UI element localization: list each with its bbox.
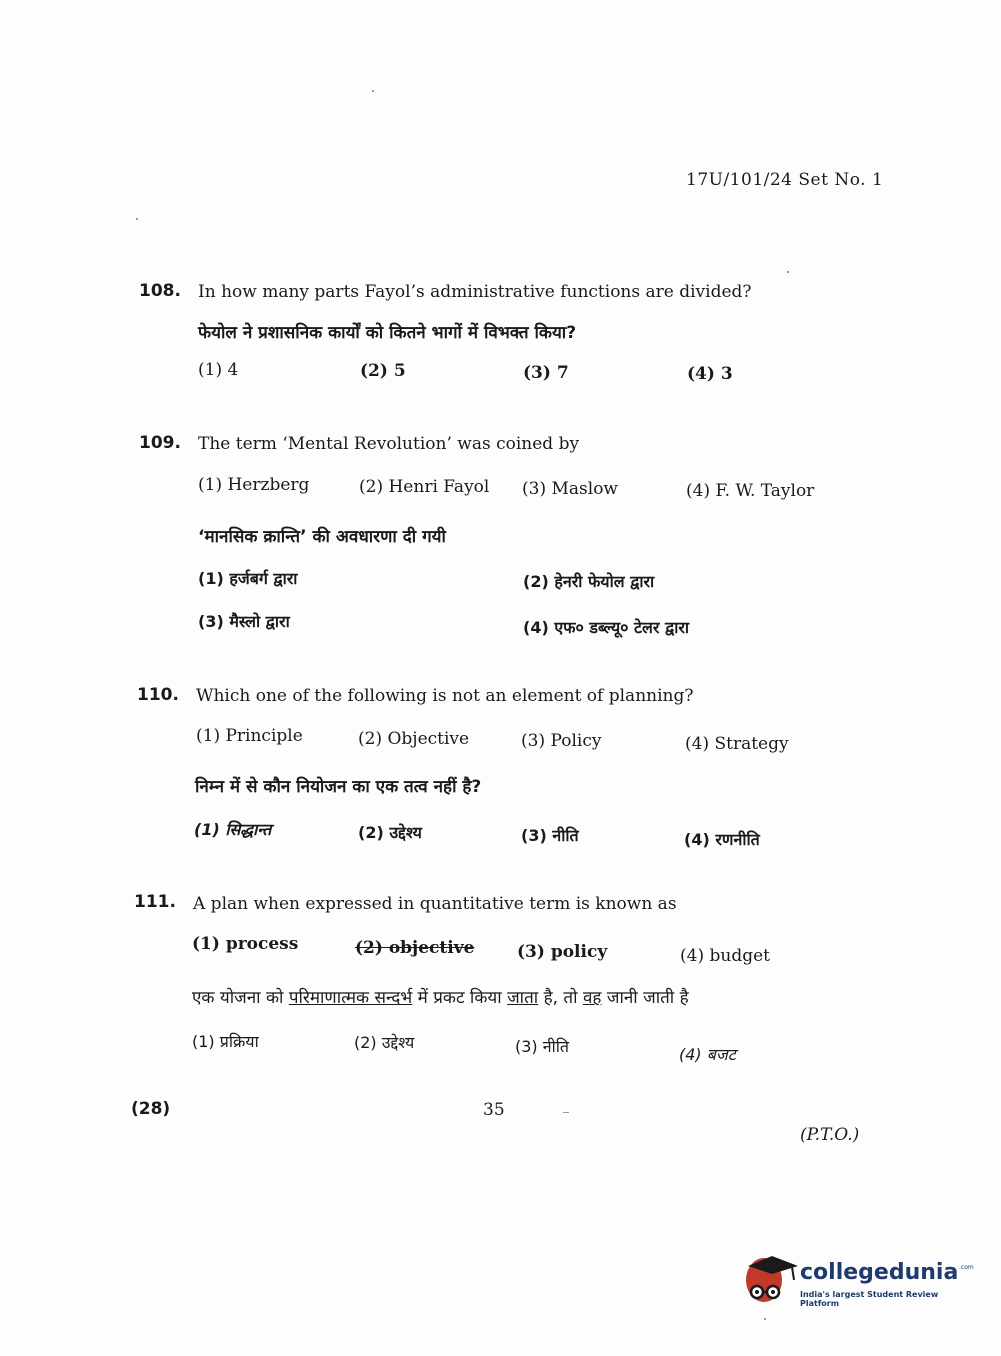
option-hi-3: (3) नीति <box>521 826 579 845</box>
question-text-hi: फेयोल ने प्रशासनिक कार्यों को कितने भागों में विभक्त किया? <box>198 323 577 343</box>
option-hi-4: (4) बजट <box>679 1045 736 1064</box>
question-number: 108. <box>139 281 181 301</box>
option-2: (2) Henri Fayol <box>359 477 490 497</box>
question-text-en: In how many parts Fayol’s administrative functions are divided? <box>198 282 752 302</box>
option-3: (3) 7 <box>523 363 569 383</box>
underlined-text: परिमाणात्मक सन्दर्भ <box>288 988 413 1008</box>
option-hi-2: (2) उद्देश्य <box>358 823 422 842</box>
option-hi-2: (2) उद्देश्य <box>354 1033 415 1052</box>
question-number: 109. <box>139 433 181 453</box>
option-hi-1: (1) सिद्धान्त <box>194 820 272 839</box>
option-3: (3) Maslow <box>522 479 618 499</box>
option-2: (2) 5 <box>360 361 406 381</box>
question-text-hi: निम्न में से कौन नियोजन का एक तत्व नहीं है? <box>195 777 482 797</box>
text-fragment: है, तो <box>538 988 583 1008</box>
scan-speck <box>764 1318 766 1320</box>
option-2: (2) Objective <box>358 729 470 749</box>
option-hi-2: (2) हेनरी फेयोल द्वारा <box>523 572 655 591</box>
logo-domain-suffix: .com <box>959 1264 974 1271</box>
option-3: (3) Policy <box>521 731 602 751</box>
option-hi-3: (3) नीति <box>515 1037 570 1056</box>
question-text-en: Which one of the following is not an element of planning? <box>196 686 694 706</box>
question-text-en: The term ‘Mental Revolution’ was coined by <box>198 434 580 454</box>
scan-speck <box>372 90 374 92</box>
scan-speck <box>787 271 789 273</box>
logo-wordmark: collegedunia <box>800 1260 959 1285</box>
question-text-hi <box>192 985 689 1008</box>
option-4: (4) budget <box>680 946 770 966</box>
option-hi-4: (4) एफ० डब्ल्यू० टेलर द्वारा <box>523 618 690 637</box>
option-3: (3) policy <box>517 942 608 962</box>
collegedunia-logo <box>742 1250 972 1310</box>
option-1: (1) Principle <box>196 726 303 746</box>
option-4: (4) F. W. Taylor <box>686 481 815 501</box>
question-number: 110. <box>137 685 179 705</box>
underlined-text: वह <box>582 988 602 1008</box>
option-hi-4: (4) रणनीति <box>684 830 760 849</box>
option-1: (1) process <box>192 934 299 954</box>
text-fragment: में प्रकट किया <box>412 988 508 1008</box>
page-number: 35 <box>483 1100 505 1120</box>
option-1: (1) Herzberg <box>198 475 310 495</box>
question-number: 111. <box>134 892 176 912</box>
text-fragment: जानी जाती है <box>601 988 689 1008</box>
option-1: (1) 4 <box>198 360 239 380</box>
option-2: (2) objective <box>355 938 475 958</box>
question-text-hi: ‘मानसिक क्रान्ति’ की अवधारणा दी गयी <box>198 527 446 547</box>
text-fragment: एक योजना को <box>192 988 289 1008</box>
option-4: (4) 3 <box>687 364 733 384</box>
scan-speck <box>563 1112 569 1113</box>
mascot-icon <box>742 1250 798 1310</box>
option-hi-3: (3) मैस्लो द्वारा <box>198 612 290 631</box>
logo-tagline: India's largest Student Review Platform <box>800 1290 939 1308</box>
set-code: 17U/101/24 Set No. 1 <box>686 170 884 190</box>
question-text-en: A plan when expressed in quantitative term is known as <box>193 894 677 914</box>
option-hi-1: (1) प्रक्रिया <box>192 1032 259 1051</box>
option-hi-1: (1) हर्जबर्ग द्वारा <box>198 569 298 588</box>
booklet-code: (28) <box>131 1099 171 1119</box>
scan-speck <box>136 218 138 220</box>
underlined-text: जाता <box>507 988 539 1008</box>
option-4: (4) Strategy <box>685 734 789 754</box>
pto-label: (P.T.O.) <box>800 1125 860 1145</box>
